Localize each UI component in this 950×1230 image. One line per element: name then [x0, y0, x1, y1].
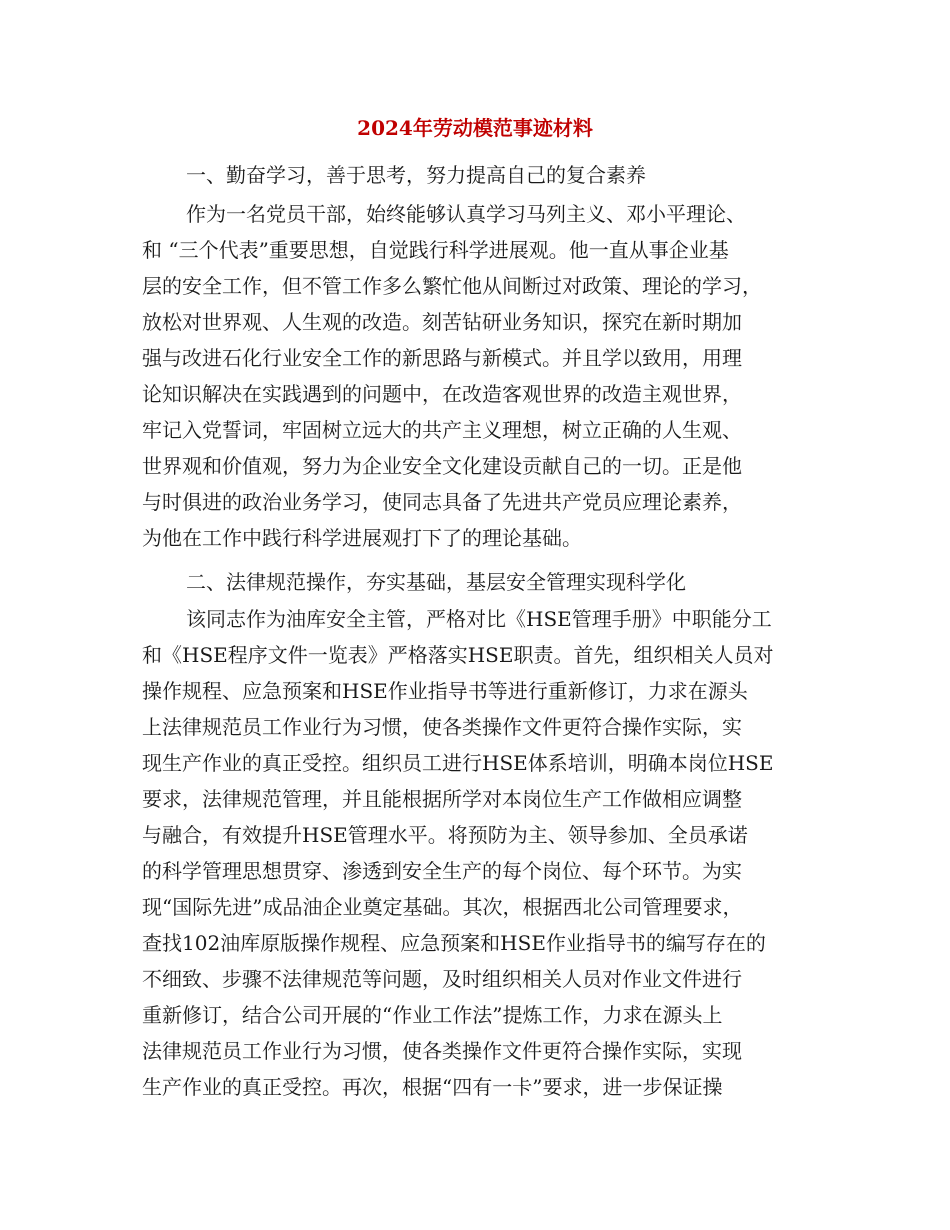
paragraph-line: 操作规程、应急预案和HSE作业指导书等进行重新修订，力求在源头 [142, 679, 748, 703]
paragraph-line: 生产作业的真正受控。再次，根据“四有一卡”要求，进一步保证操 [142, 1075, 723, 1099]
document-title: 2024年劳动模范事迹材料 [357, 116, 593, 140]
section-heading-1: 一、勤奋学习，善于思考，努力提高自己的复合素养 [186, 163, 646, 187]
paragraph-line: 与时俱进的政治业务学习，使同志具备了先进共产党员应理论素养， [142, 490, 742, 514]
paragraph-line: 牢记入党誓词，牢固树立远大的共产主义理想，树立正确的人生观、 [142, 418, 742, 442]
paragraph-line: 与融合，有效提升HSE管理水平。将预防为主、领导参加、全员承诺 [142, 823, 748, 847]
paragraph-line: 现生产作业的真正受控。组织员工进行HSE体系培训，明确本岗位HSE [142, 751, 774, 775]
paragraph-line: 的科学管理思想贯穿、渗透到安全生产的每个岗位、每个环节。为实 [142, 859, 742, 883]
paragraph-line: 为他在工作中践行科学进展观打下了的理论基础。 [142, 526, 582, 550]
paragraph-line: 上法律规范员工作业行为习惯，使各类操作文件更符合操作实际，实 [142, 715, 742, 739]
paragraph-line: 查找102油库原版操作规程、应急预案和HSE作业指导书的编写存在的 [142, 931, 766, 955]
paragraph-line: 要求，法律规范管理，并且能根据所学对本岗位生产工作做相应调整 [142, 787, 742, 811]
paragraph-line: 现“国际先进”成品油企业奠定基础。其次，根据西北公司管理要求， [142, 895, 743, 919]
paragraph-line: 法律规范员工作业行为习惯，使各类操作文件更符合操作实际，实现 [142, 1039, 742, 1063]
paragraph-line: 强与改进石化行业安全工作的新思路与新模式。并且学以致用，用理 [142, 346, 742, 370]
paragraph-line: 该同志作为油库安全主管，严格对比《HSE管理手册》中职能分工 [186, 607, 772, 631]
paragraph-line: 放松对世界观、人生观的改造。刻苦钻研业务知识，探究在新时期加 [142, 310, 742, 334]
paragraph-line: 层的安全工作，但不管工作多么繁忙他从间断过对政策、理论的学习， [142, 274, 762, 298]
paragraph-line: 重新修订，结合公司开展的“作业工作法”提炼工作，力求在源头上 [142, 1003, 723, 1027]
paragraph-line: 和 “三个代表”重要思想，自觉践行科学进展观。他一直从事企业基 [142, 238, 729, 262]
paragraph-line: 和《HSE程序文件一览表》严格落实HSE职责。首先，组织相关人员对 [142, 643, 774, 667]
paragraph-line: 不细致、步骤不法律规范等问题，及时组织相关人员对作业文件进行 [142, 967, 742, 991]
section-heading-2: 二、法律规范操作，夯实基础，基层安全管理实现科学化 [186, 570, 686, 594]
paragraph-line: 作为一名党员干部，始终能够认真学习马列主义、邓小平理论、 [186, 202, 746, 226]
paragraph-line: 世界观和价值观，努力为企业安全文化建设贡献自己的一切。正是他 [142, 454, 742, 478]
paragraph-line: 论知识解决在实践遇到的问题中，在改造客观世界的改造主观世界， [142, 382, 742, 406]
